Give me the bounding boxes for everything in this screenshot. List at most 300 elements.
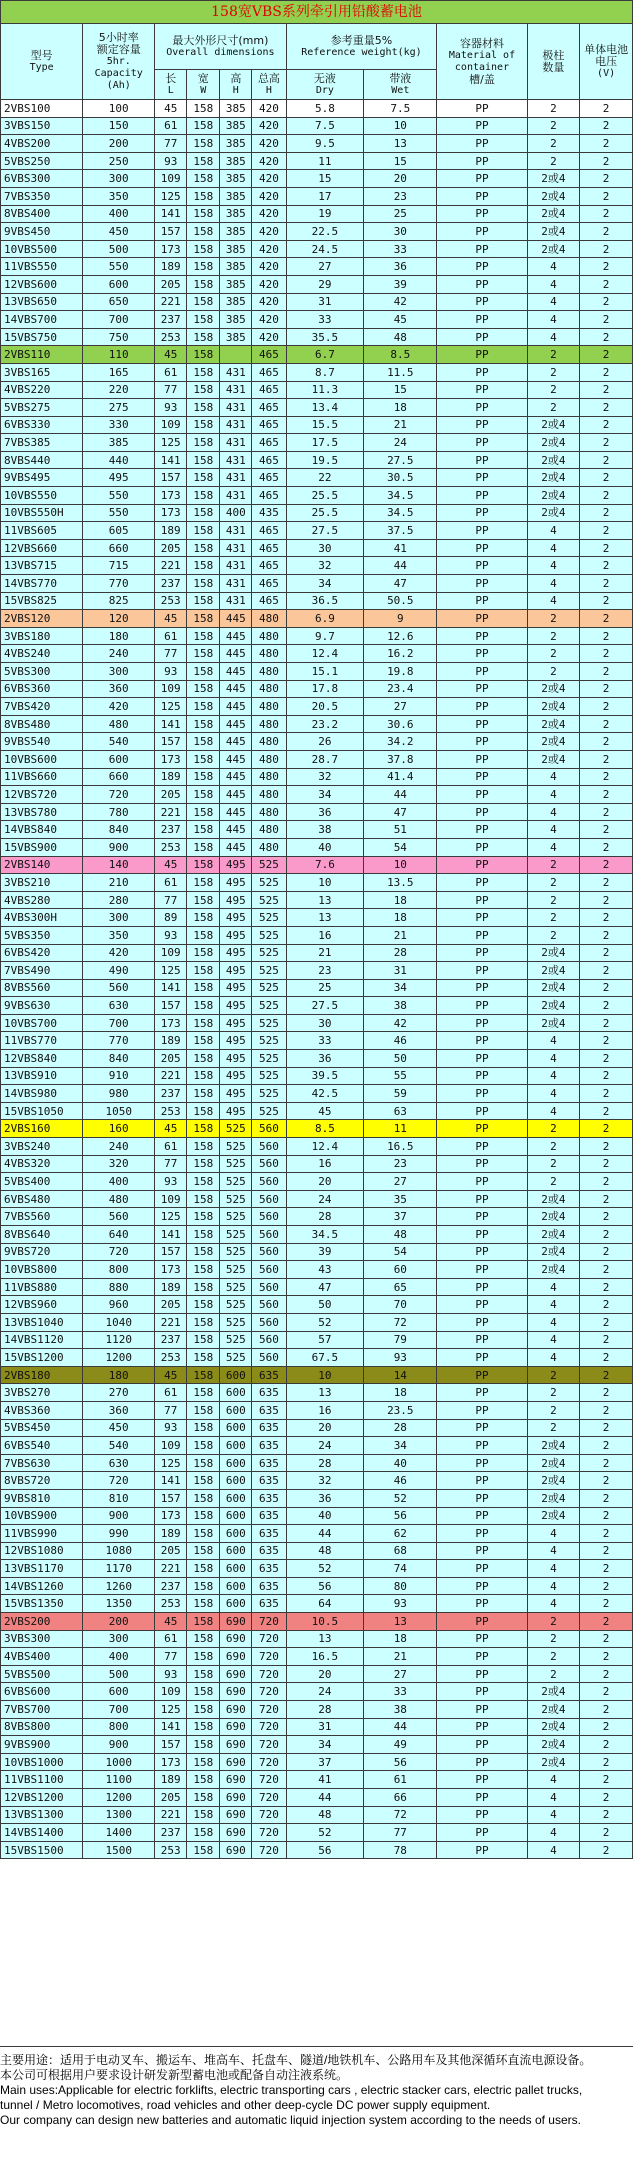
cell-length: 125 [155,1454,187,1472]
cell-voltage: 2 [580,1630,633,1648]
cell-model: 9VBS900 [1,1736,83,1754]
cell-material: PP [437,399,527,417]
cell-capacity: 400 [83,1648,155,1666]
cell-length: 237 [155,821,187,839]
capacity-zh1: 5小时率 [98,30,139,44]
cell-total-height: 480 [252,838,286,856]
cell-dry-weight: 8.7 [286,363,364,381]
cell-model: 14VBS980 [1,1085,83,1103]
cell-voltage: 2 [580,1384,633,1402]
cell-capacity: 650 [83,293,155,311]
cell-voltage: 2 [580,170,633,188]
cell-material: PP [437,1454,527,1472]
cell-length: 61 [155,1384,187,1402]
table-row [1,838,633,856]
table-row [1,258,633,276]
cell-height: 690 [220,1683,252,1701]
col-header-width [187,70,220,100]
cell-wet-weight: 21 [364,1648,437,1666]
cell-voltage: 2 [580,926,633,944]
cell-model: 5VBS400 [1,1173,83,1191]
cell-wet-weight: 27 [364,698,437,716]
cell-width: 158 [187,1736,220,1754]
cell-total-height: 560 [252,1190,286,1208]
cell-voltage: 2 [580,434,633,452]
cell-length: 93 [155,926,187,944]
cell-material: PP [437,1648,527,1666]
cell-dry-weight: 26 [286,733,364,751]
table-row [1,733,633,751]
col-header-length [155,70,187,100]
cell-height: 445 [220,715,252,733]
cell-poles: 2 [527,1384,580,1402]
cell-material: PP [437,1595,527,1613]
cell-wet-weight: 63 [364,1102,437,1120]
cell-capacity: 300 [83,170,155,188]
cell-height: 495 [220,1102,252,1120]
cell-wet-weight: 18 [364,1384,437,1402]
cell-width: 158 [187,1278,220,1296]
cell-height: 495 [220,997,252,1015]
cell-poles: 2或4 [527,205,580,223]
cell-capacity: 480 [83,1190,155,1208]
cell-dry-weight: 19.5 [286,451,364,469]
cell-dry-weight: 11.3 [286,381,364,399]
cell-height: 525 [220,1120,252,1138]
cell-wet-weight: 7.5 [364,100,437,118]
cell-dry-weight: 48 [286,1806,364,1824]
cell-poles: 2或4 [527,1753,580,1771]
cell-width: 158 [187,856,220,874]
cell-model: 8VBS480 [1,715,83,733]
cell-material: PP [437,1085,527,1103]
cell-height: 431 [220,381,252,399]
cell-dry-weight: 28 [286,1208,364,1226]
cell-poles: 4 [527,768,580,786]
table-row [1,363,633,381]
volt-unit: (V) [597,67,616,79]
cell-material: PP [437,1261,527,1279]
cell-model: 3VBS240 [1,1138,83,1156]
cell-total-height: 465 [252,522,286,540]
cell-height: 690 [220,1753,252,1771]
cell-voltage: 2 [580,1226,633,1244]
cell-model: 10VBS600 [1,750,83,768]
cell-dry-weight: 10 [286,1366,364,1384]
mat-en2: container [454,61,510,73]
cell-material: PP [437,275,527,293]
table-row [1,240,633,258]
cell-capacity: 150 [83,117,155,135]
cell-width: 158 [187,944,220,962]
cell-height: 445 [220,645,252,663]
col-header-capacity [83,24,155,100]
cell-poles: 4 [527,1050,580,1068]
cell-poles: 2 [527,363,580,381]
cell-poles: 2或4 [527,1736,580,1754]
cell-height: 385 [220,311,252,329]
table-row [1,979,633,997]
cell-material: PP [437,1102,527,1120]
cell-material: PP [437,363,527,381]
cell-total-height: 720 [252,1613,286,1631]
cell-voltage: 2 [580,1190,633,1208]
cell-length: 253 [155,1102,187,1120]
cell-height: 445 [220,803,252,821]
cell-width: 158 [187,416,220,434]
cell-poles: 2或4 [527,240,580,258]
cell-width: 158 [187,1437,220,1455]
cell-total-height: 465 [252,469,286,487]
cell-model: 8VBS640 [1,1226,83,1244]
cell-total-height: 635 [252,1472,286,1490]
cell-total-height: 420 [252,275,286,293]
table-row [1,1331,633,1349]
cell-wet-weight: 47 [364,575,437,593]
cell-material: PP [437,1701,527,1719]
cell-wet-weight: 21 [364,926,437,944]
cell-length: 45 [155,100,187,118]
cell-width: 158 [187,1472,220,1490]
cell-width: 158 [187,1085,220,1103]
cell-total-height: 465 [252,434,286,452]
cell-capacity: 720 [83,1243,155,1261]
cell-poles: 4 [527,592,580,610]
cell-model: 3VBS150 [1,117,83,135]
cell-model: 15VBS1200 [1,1349,83,1367]
cell-total-height: 560 [252,1331,286,1349]
cell-model: 5VBS350 [1,926,83,944]
cell-total-height: 560 [252,1120,286,1138]
cell-total-height: 465 [252,381,286,399]
table-row [1,1173,633,1191]
cell-voltage: 2 [580,487,633,505]
cell-material: PP [437,328,527,346]
cell-width: 158 [187,610,220,628]
cell-length: 205 [155,1542,187,1560]
cell-wet-weight: 79 [364,1331,437,1349]
cell-capacity: 320 [83,1155,155,1173]
cell-height: 385 [220,135,252,153]
cell-model: 2VBS140 [1,856,83,874]
cell-model: 15VBS900 [1,838,83,856]
cell-length: 141 [155,1718,187,1736]
table-row [1,399,633,417]
cell-dry-weight: 13 [286,909,364,927]
cell-model: 3VBS300 [1,1630,83,1648]
cell-wet-weight: 15 [364,381,437,399]
cell-height: 495 [220,1085,252,1103]
cell-width: 158 [187,909,220,927]
cell-dry-weight: 17.5 [286,434,364,452]
table-row [1,891,633,909]
cell-total-height: 480 [252,698,286,716]
cell-length: 61 [155,627,187,645]
cell-length: 89 [155,909,187,927]
cell-model: 13VBS1300 [1,1806,83,1824]
cell-length: 221 [155,557,187,575]
cell-length: 205 [155,1050,187,1068]
cell-material: PP [437,1173,527,1191]
cell-dry-weight: 56 [286,1577,364,1595]
cell-total-height: 480 [252,821,286,839]
cell-capacity: 720 [83,1472,155,1490]
cell-width: 158 [187,1401,220,1419]
cell-total-height: 525 [252,962,286,980]
cell-poles: 2 [527,874,580,892]
cell-model: 14VBS1400 [1,1824,83,1842]
cell-model: 12VBS600 [1,275,83,293]
cell-length: 77 [155,1648,187,1666]
table-row [1,381,633,399]
cell-length: 173 [155,487,187,505]
title-row [1,1,633,24]
cell-capacity: 420 [83,944,155,962]
cell-model: 7VBS490 [1,962,83,980]
cell-length: 189 [155,1771,187,1789]
cell-dry-weight: 17 [286,187,364,205]
cell-voltage: 2 [580,663,633,681]
cell-model: 6VBS420 [1,944,83,962]
height-zh: 高 [230,71,242,85]
cell-wet-weight: 14 [364,1366,437,1384]
cell-voltage: 2 [580,1736,633,1754]
cell-model: 11VBS660 [1,768,83,786]
cell-model: 4VBS300H [1,909,83,927]
cell-total-height: 635 [252,1595,286,1613]
cell-material: PP [437,1472,527,1490]
cell-wet-weight: 41.4 [364,768,437,786]
cell-capacity: 480 [83,715,155,733]
cell-capacity: 715 [83,557,155,575]
cell-poles: 2 [527,399,580,417]
cell-dry-weight: 25.5 [286,504,364,522]
cell-capacity: 900 [83,838,155,856]
table-row [1,451,633,469]
cell-poles: 4 [527,293,580,311]
cell-dry-weight: 27 [286,258,364,276]
cell-dry-weight: 34 [286,786,364,804]
cell-width: 158 [187,1701,220,1719]
cell-wet-weight: 77 [364,1824,437,1842]
cell-capacity: 990 [83,1525,155,1543]
cell-capacity: 1000 [83,1753,155,1771]
cell-voltage: 2 [580,346,633,364]
cell-length: 45 [155,856,187,874]
cell-model: 2VBS120 [1,610,83,628]
table-row [1,1525,633,1543]
cell-length: 157 [155,997,187,1015]
cell-voltage: 2 [580,821,633,839]
cell-width: 158 [187,1032,220,1050]
cell-dry-weight: 15 [286,170,364,188]
table-row [1,1560,633,1578]
cell-poles: 2 [527,152,580,170]
cell-dry-weight: 32 [286,768,364,786]
cell-model: 6VBS480 [1,1190,83,1208]
cell-width: 158 [187,1525,220,1543]
cell-voltage: 2 [580,1032,633,1050]
cell-height: 600 [220,1454,252,1472]
cell-dry-weight: 38 [286,821,364,839]
table-row [1,1665,633,1683]
cell-total-height: 560 [252,1208,286,1226]
col-header-total-height [252,70,286,100]
cell-length: 77 [155,1401,187,1419]
cell-length: 189 [155,1278,187,1296]
mat-zh: 容器材料 [460,36,504,50]
cell-dry-weight: 25 [286,979,364,997]
cell-poles: 4 [527,311,580,329]
cell-poles: 4 [527,786,580,804]
cell-height: 690 [220,1665,252,1683]
col-header-material [437,24,527,100]
table-row [1,627,633,645]
cell-length: 141 [155,979,187,997]
cell-poles: 2 [527,1665,580,1683]
cell-capacity: 200 [83,1613,155,1631]
cell-height: 690 [220,1613,252,1631]
cell-model: 2VBS100 [1,100,83,118]
cell-poles: 2或4 [527,487,580,505]
cell-voltage: 2 [580,1753,633,1771]
cell-capacity: 800 [83,1261,155,1279]
cell-length: 221 [155,1806,187,1824]
table-row [1,504,633,522]
cell-length: 157 [155,733,187,751]
table-row [1,610,633,628]
cell-material: PP [437,152,527,170]
cell-width: 158 [187,1824,220,1842]
cell-height: 385 [220,240,252,258]
cell-poles: 2或4 [527,170,580,188]
cell-material: PP [437,944,527,962]
cell-capacity: 980 [83,1085,155,1103]
cell-material: PP [437,909,527,927]
cell-height: 431 [220,434,252,452]
cell-model: 4VBS200 [1,135,83,153]
cell-material: PP [437,1050,527,1068]
cell-model: 13VBS910 [1,1067,83,1085]
cell-poles: 4 [527,838,580,856]
cell-total-height: 560 [252,1226,286,1244]
cell-capacity: 240 [83,1138,155,1156]
cell-material: PP [437,240,527,258]
cell-dry-weight: 30 [286,539,364,557]
cell-model: 15VBS1050 [1,1102,83,1120]
cell-length: 173 [155,240,187,258]
cell-model: 7VBS630 [1,1454,83,1472]
table-row [1,715,633,733]
table-row [1,293,633,311]
cell-poles: 2或4 [527,1226,580,1244]
cell-model: 2VBS160 [1,1120,83,1138]
cell-length: 125 [155,962,187,980]
cell-model: 3VBS165 [1,363,83,381]
cell-dry-weight: 35.5 [286,328,364,346]
cell-dry-weight: 11 [286,152,364,170]
cell-dry-weight: 56 [286,1841,364,1859]
col-header-wet [364,70,437,100]
cell-height: 445 [220,821,252,839]
cell-dry-weight: 36.5 [286,592,364,610]
cell-model: 6VBS360 [1,680,83,698]
cell-poles: 2 [527,117,580,135]
cell-length: 77 [155,891,187,909]
cell-width: 158 [187,874,220,892]
cell-model: 3VBS270 [1,1384,83,1402]
cell-poles: 4 [527,1577,580,1595]
cell-capacity: 640 [83,1226,155,1244]
cell-capacity: 1120 [83,1331,155,1349]
cell-capacity: 700 [83,1014,155,1032]
table-row [1,1349,633,1367]
cell-poles: 4 [527,575,580,593]
cell-voltage: 2 [580,1067,633,1085]
cell-poles: 2 [527,926,580,944]
cell-wet-weight: 37 [364,1208,437,1226]
table-row [1,1771,633,1789]
cell-capacity: 500 [83,1665,155,1683]
cell-poles: 2 [527,1648,580,1666]
cell-wet-weight: 56 [364,1753,437,1771]
cell-height: 690 [220,1718,252,1736]
cell-height: 445 [220,698,252,716]
cell-voltage: 2 [580,1331,633,1349]
cell-dry-weight: 43 [286,1261,364,1279]
cell-dry-weight: 16 [286,1155,364,1173]
table-row [1,152,633,170]
cell-height: 495 [220,909,252,927]
cell-model: 2VBS110 [1,346,83,364]
cell-poles: 2或4 [527,223,580,241]
cell-capacity: 300 [83,1630,155,1648]
cell-height: 600 [220,1560,252,1578]
cell-width: 158 [187,1542,220,1560]
cell-height: 600 [220,1525,252,1543]
cell-voltage: 2 [580,1419,633,1437]
cell-material: PP [437,698,527,716]
cell-wet-weight: 62 [364,1525,437,1543]
cell-total-height: 480 [252,645,286,663]
cell-model: 8VBS560 [1,979,83,997]
cell-dry-weight: 32 [286,1472,364,1490]
cell-material: PP [437,1401,527,1419]
cell-capacity: 120 [83,610,155,628]
cell-width: 158 [187,240,220,258]
table-row [1,1806,633,1824]
cell-voltage: 2 [580,1102,633,1120]
cell-wet-weight: 52 [364,1489,437,1507]
cell-width: 158 [187,381,220,399]
cell-total-height: 720 [252,1841,286,1859]
cell-total-height: 480 [252,610,286,628]
cell-dry-weight: 39.5 [286,1067,364,1085]
cell-voltage: 2 [580,1824,633,1842]
table-row [1,962,633,980]
cell-width: 158 [187,1120,220,1138]
cell-total-height: 465 [252,539,286,557]
cell-material: PP [437,1507,527,1525]
cell-height: 525 [220,1138,252,1156]
cell-height: 385 [220,170,252,188]
cell-voltage: 2 [580,293,633,311]
table-row [1,1595,633,1613]
cell-length: 93 [155,152,187,170]
cell-voltage: 2 [580,1401,633,1419]
cell-total-height: 525 [252,1085,286,1103]
cell-material: PP [437,1771,527,1789]
